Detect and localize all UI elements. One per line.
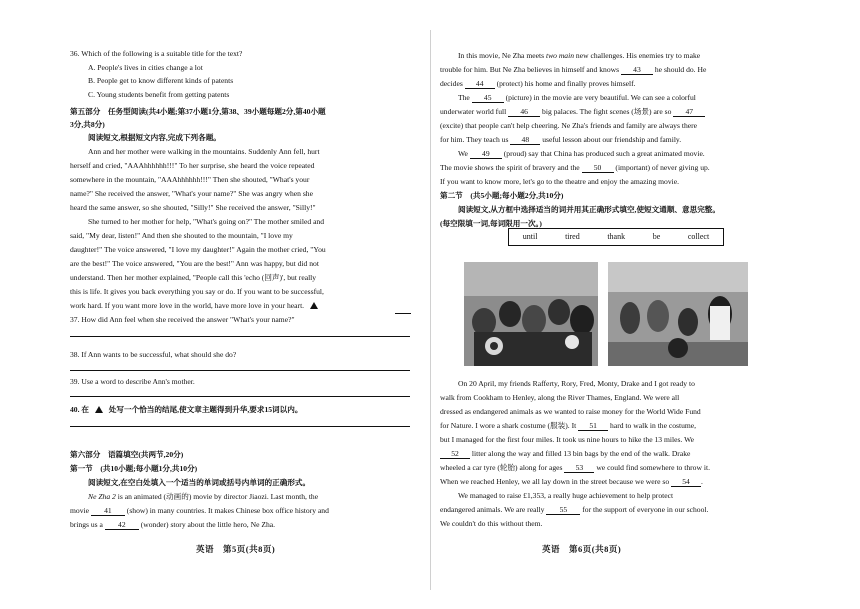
cloze-text: (proud) say that China has produced such a great animated movie. [503,149,705,158]
passage-line: dressed as endangered animals as we wanted to raise money for the World Wide Fund [440,407,701,416]
passage-line [440,506,708,515]
part5-heading-cont: 3分,共8分) [70,120,105,129]
cloze-text: new challenges. His enemies try to make [574,51,701,60]
blank-45[interactable]: 45 [472,94,504,103]
cloze-text: decides [440,79,463,88]
cloze-text: for the support of everyone in our school. [582,505,709,514]
part5-heading: 第五部分 任务型阅读(共4小题;第37小题1分,第38、39小题每题2分,第40小题 [70,107,326,116]
blank-underline [395,313,411,314]
passage-line: walk from Cookham to Henley, along the River Thames, England. We were all [440,393,680,402]
blank-44[interactable]: 44 [465,80,495,89]
cloze-text: endangered animals. We are really [440,505,545,514]
movie-title: Ne Zha 2 [88,492,116,501]
passage-line: work hard. If you want more love in the world, have more love in your heart. [70,301,305,310]
q39-text: 39. Use a word to describe Ann's mother. [70,377,195,386]
cloze-text: two main [545,51,575,60]
q40-text [70,406,302,414]
page-footer: 英语 第5页(共8页) [196,544,276,554]
cloze-text: we could find somewhere to throw it. [596,463,710,472]
cloze-text: (picture) in the movie are very beautiful. We can see a colorful [505,93,696,102]
part6-instruction: 阅读短文,在空白处填入一个适当的单词或括号内单词的正确形式。 [88,478,311,487]
cloze-text: underwater world full [440,107,507,116]
cloze-text: (important) of never giving up. [615,163,710,172]
part6-heading: 第六部分 语篇填空(共两节,20分) [70,450,184,459]
passage-line: somewhere in the mountain, "AAAhhhhhh!!!" Then she shouted, "What's your [70,175,310,184]
cloze-text: We [458,149,468,158]
cloze-text: . [701,477,703,486]
passage-line: are the best!" The voice answered, "You are the best!" Ann was happy, but did not [70,259,319,268]
blank-50[interactable]: 50 [582,164,614,173]
blank-51[interactable]: 51 [578,422,608,431]
passage-line: We couldn't do this without them. [440,519,543,528]
cloze-text: big palaces. The fight scenes (场景) are so [542,107,672,116]
passage-line: but I managed for the first four miles. It took us nine hours to hike the 13 miles. We [440,435,695,444]
q37-text: 37. How did Ann feel when she received the answer "What's your name?" [70,315,295,324]
passage-line [440,450,690,459]
cloze-text: (wonder) story about the little hero, Ne Zha. [140,520,276,529]
cloze-text: brings us a [70,520,103,529]
cloze-line [440,108,705,117]
word-box [508,228,724,246]
cloze-text: useful lesson about our friendship and family. [542,135,682,144]
cloze-text: hard to walk in the costume, [610,421,697,430]
word-option: collect [687,232,710,241]
cloze-text: In this movie, Ne Zha meets [458,51,546,60]
q40-prefix: 40. 在 [70,405,89,414]
blank-46[interactable]: 46 [508,108,540,117]
cloze-line: If you want to know more, let's go to the theatre and enjoy the amazing movie. [440,177,680,186]
passage-line [440,478,703,487]
blank-49[interactable]: 49 [470,150,502,159]
cloze-line [458,52,700,60]
blank-43[interactable]: 43 [621,66,653,75]
blank-47[interactable]: 47 [673,108,705,117]
page-footer: 英语 第6页(共8页) [542,544,622,554]
q36-option-c: C. Young students benefit from getting patents [88,90,230,99]
cloze-text: The movie shows the spirit of bravery and the [440,163,580,172]
blank-52[interactable]: 52 [440,450,470,459]
passage-line: We managed to raise £1,353, a really huge achievement to help protect [458,491,674,500]
section2-heading: 第二节 (共5小题;每小题2分,共10分) [440,191,564,200]
passage-line: Ann and her mother were walking in the mountains. Suddenly Ann fell, hurt [88,147,320,156]
passage-line-with-blank [70,302,322,310]
cloze-text: (show) in many countries. It makes Chinese box office history and [126,506,329,515]
cloze-line [440,164,710,173]
section2-instruction: 阅读短文,从方框中选择适当的词并用其正确形式填空,使短文通顺、意思完整。 [458,205,720,214]
cloze-text: When we reached Henley, we all lay down in the street because we were so [440,477,670,486]
cloze-text: The [458,93,470,102]
blank-53[interactable]: 53 [564,464,594,473]
photo-illustration [608,262,748,366]
cloze-line: (excite) that people can't help cheering. Ne Zha's friends and family are always there [440,121,698,130]
word-option: thank [607,232,626,241]
triangle-marker-icon [95,406,103,413]
cloze-text: movie [70,506,89,515]
passage-line: name?" She received the answer, "What's your name?" She was angry when she [70,189,313,198]
blank-42[interactable]: 42 [105,521,139,530]
q38-answer-line[interactable] [70,370,410,371]
triangle-marker-icon [310,302,318,309]
word-option: be [652,232,661,241]
cloze-text: litter along the way and filled 13 bin bags by the end of the walk. Drake [471,449,691,458]
q40-answer-line[interactable] [70,426,410,427]
blank-55[interactable]: 55 [546,506,580,515]
blank-54[interactable]: 54 [671,478,701,487]
cloze-text: trouble for him. But Ne Zha believes in himself and knows [440,65,620,74]
part5-instruction: 阅读短文,根据短文内容,完成下列各题。 [88,133,221,142]
photo-illustration [464,262,598,366]
page-6 [430,0,860,609]
passage-line: She turned to her mother for help, "What's going on?" The mother smiled and [88,217,325,226]
cloze-text: (protect) his home and finally proves himself. [496,79,636,88]
blank-41[interactable]: 41 [91,507,125,516]
passage-line: this is life. It gives you back everything you say or do. If you want to be successful, [70,287,324,296]
blank-48[interactable]: 48 [510,136,540,145]
cloze-line [70,521,275,530]
word-option: until [522,232,538,241]
cloze-line [88,493,318,501]
cloze-text: he should do. He [654,65,707,74]
word-option: tired [565,232,580,241]
cloze-text: for Nature. I wore a shark costume (服装). It [440,421,577,430]
q36-option-b: B. People get to know different kinds of patents [88,76,234,85]
cloze-line [440,80,636,89]
passage-line: heard the same answer, so she shouted, "Silly!" She received the answer, "Silly!" [70,203,316,212]
group-photo-right [608,262,748,366]
q36-option-a: A. People's lives in cities change a lot [88,63,203,72]
cloze-line [458,150,705,159]
cloze-line [440,136,681,145]
passage-line: understand. Then her mother explained, "People call this 'echo (回声)', but really [70,273,317,282]
q36-stem: 36. Which of the following is a suitable title for the text? [70,49,243,58]
cloze-text: for him. They teach us [440,135,509,144]
passage-line: herself and cried, "AAAhhhhhh!!!" To her surprise, she heard the voice repeated [70,161,315,170]
cloze-line [458,94,696,103]
passage-line [440,422,696,431]
q39-answer-line[interactable] [70,396,410,397]
group-photo-left [464,262,598,366]
q38-text: 38. If Ann wants to be successful, what should she do? [70,350,237,359]
passage-line [440,464,710,473]
passage-line: On 20 April, my friends Rafferty, Rory, Fred, Monty, Drake and I got ready to [458,379,695,388]
part6-section1-heading: 第一节 (共10小题;每小题1分,共10分) [70,464,198,473]
passage-line: said, "My dear, listen!" And then she shouted to the mountain, "I love my [70,231,293,240]
passage-line: daughter!" The voice answered, "I love my daughter!" Again the mother cried, "You [70,245,326,254]
cloze-text: is an animated (动画的) movie by director Jiaozi. Last month, the [115,492,319,501]
q40-suffix: 处写一个恰当的结尾,使文章主题得到升华,要求15词以内。 [108,405,303,414]
cloze-line [70,507,329,516]
q37-answer-line[interactable] [70,336,410,337]
section2-instruction-cont: (每空限填一词,每词限用一次。) [440,219,542,228]
cloze-line [440,66,706,75]
cloze-text: wheeled a car tyre (轮胎) along for ages [440,463,563,472]
